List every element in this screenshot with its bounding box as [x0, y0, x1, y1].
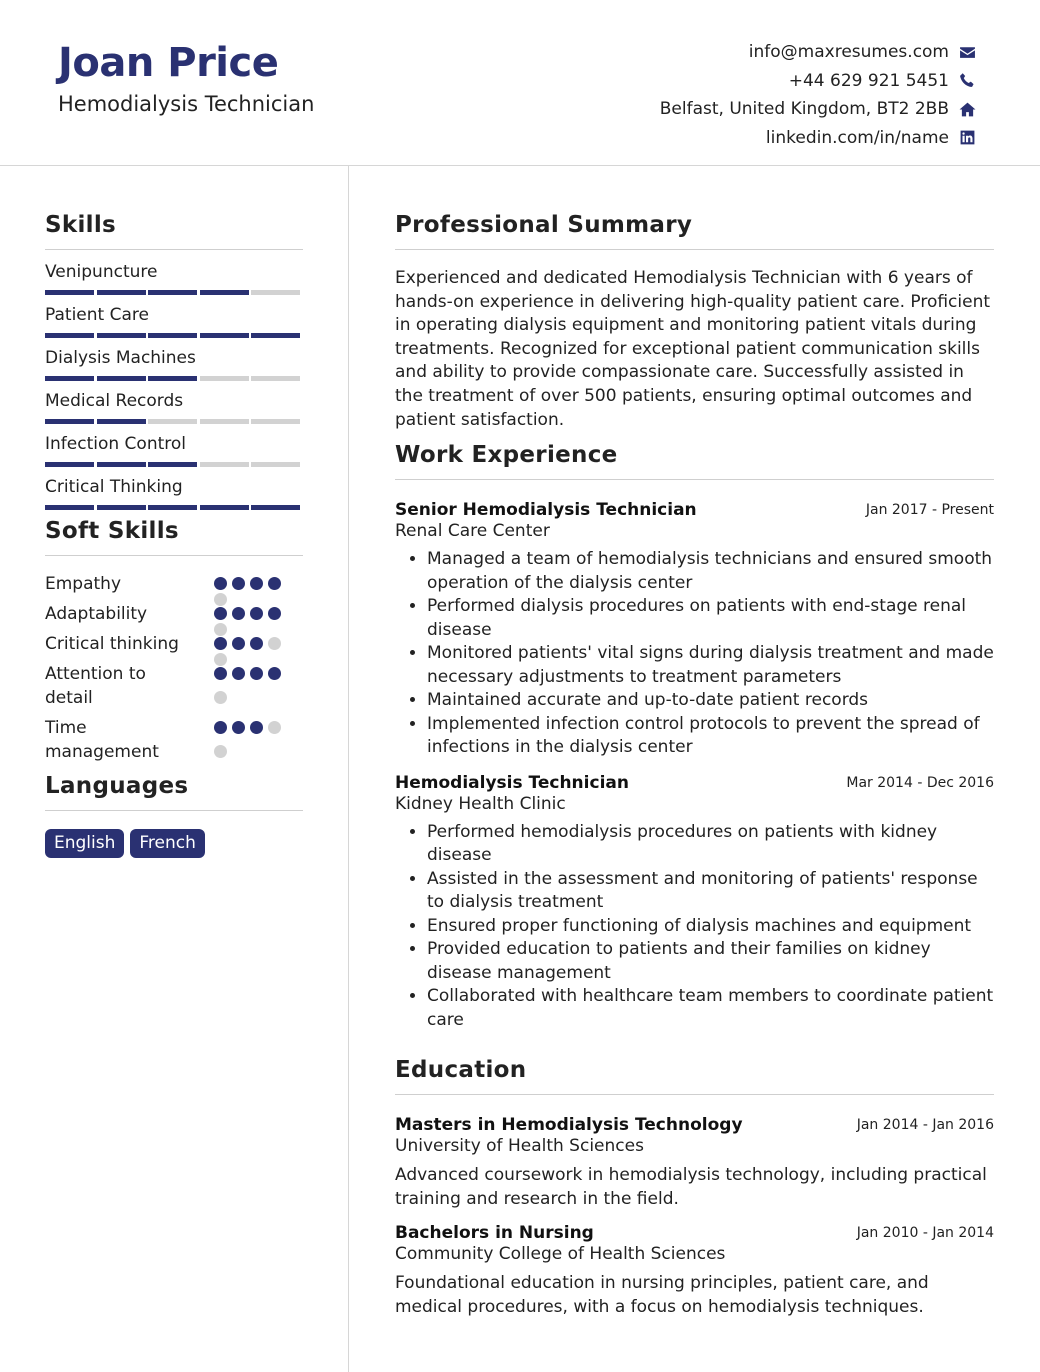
education-heading: Education	[395, 1057, 527, 1084]
soft-skill-rating	[214, 577, 286, 590]
skill-level-segment	[200, 376, 249, 381]
skill-level-segment	[251, 376, 300, 381]
rating-dot	[268, 577, 281, 590]
education-date: Jan 2014 - Jan 2016	[856, 1117, 994, 1134]
candidate-name: Joan Price	[58, 40, 279, 86]
education-divider	[395, 1094, 994, 1095]
skill-level-segment	[251, 290, 300, 295]
rating-dot	[250, 721, 263, 734]
education-date: Jan 2010 - Jan 2014	[856, 1225, 994, 1242]
soft-skills-section	[45, 518, 303, 767]
soft-skill-rating	[214, 721, 286, 734]
list-item: • Implemented infection control protocols to prevent the spread of infections in the dialysis center	[427, 713, 994, 760]
skills-heading: Skills	[45, 212, 117, 238]
envelope-icon	[958, 43, 976, 61]
skill-label: Venipuncture	[45, 262, 158, 282]
experience-divider	[395, 479, 994, 480]
list-item: • Managed a team of hemodialysis technicians and ensured smooth operation of the dialysis center	[427, 548, 994, 595]
skill-level-segment	[97, 505, 146, 510]
skill-label: Critical Thinking	[45, 477, 183, 497]
rating-dot	[250, 607, 263, 620]
rating-dot	[214, 745, 227, 758]
home-icon	[958, 100, 976, 118]
rating-dot	[250, 637, 263, 650]
school-name: University of Health Sciences	[395, 1136, 644, 1157]
contact-block	[660, 38, 976, 152]
main-content	[395, 166, 994, 1320]
skill-level-segment	[251, 462, 300, 467]
list-item: • Provided education to patients and their families on kidney disease management	[427, 938, 994, 985]
skill-label: Dialysis Machines	[45, 348, 196, 368]
soft-skill-label: Empathy	[45, 574, 122, 594]
column-divider	[348, 166, 349, 1372]
rating-dot	[214, 637, 227, 650]
skill-label: Infection Control	[45, 434, 186, 454]
education-section	[395, 1057, 994, 1319]
list-item: • Assisted in the assessment and monitoring of patients' response to dialysis treatment	[427, 868, 994, 915]
contact-linkedin-text[interactable]: linkedin.com/in/name	[765, 127, 949, 148]
skill-level-segment	[200, 333, 249, 338]
skill-level-bar	[45, 333, 303, 338]
candidate-title: Hemodialysis Technician	[58, 92, 315, 116]
summary-section	[395, 166, 994, 432]
skill-item	[45, 472, 303, 515]
skill-level-segment	[97, 290, 146, 295]
soft-skill-label: Attention to detail	[45, 664, 146, 708]
experience-heading: Work Experience	[395, 442, 618, 469]
soft-skill-item	[45, 659, 303, 713]
education-description: Advanced coursework in hemodialysis technology, including practical training and research in the field.	[395, 1165, 987, 1209]
rating-dot	[214, 577, 227, 590]
list-item: • Collaborated with healthcare team members to coordinate patient care	[427, 985, 994, 1032]
rating-dot	[268, 637, 281, 650]
skill-item	[45, 300, 303, 343]
list-item: • Ensured proper functioning of dialysis machines and equipment	[427, 915, 994, 939]
education-entry	[395, 1115, 994, 1211]
skill-level-segment	[97, 376, 146, 381]
job-title: Senior Hemodialysis Technician	[395, 500, 697, 521]
skill-level-segment	[251, 419, 300, 424]
skill-level-segment	[45, 462, 94, 467]
rating-dot	[214, 667, 227, 680]
resume-header	[0, 0, 1040, 166]
skill-item	[45, 257, 303, 300]
skill-level-segment	[97, 333, 146, 338]
skill-level-bar	[45, 290, 303, 295]
sidebar	[45, 166, 303, 858]
languages-heading: Languages	[45, 773, 189, 799]
soft-skills-divider	[45, 555, 303, 556]
skill-level-segment	[200, 505, 249, 510]
soft-skill-rating	[214, 607, 286, 620]
skill-level-bar	[45, 419, 303, 424]
rating-dot	[250, 577, 263, 590]
languages-divider	[45, 810, 303, 811]
rating-dot	[232, 721, 245, 734]
job-bullets	[395, 821, 994, 1033]
contact-email[interactable]	[660, 38, 976, 67]
list-item: • Monitored patients' vital signs during dialysis treatment and made necessary adjustments to treatment parameters	[427, 642, 994, 689]
job-title: Hemodialysis Technician	[395, 772, 629, 793]
experience-section	[395, 442, 994, 1032]
skill-level-bar	[45, 505, 303, 510]
rating-dot	[214, 607, 227, 620]
skill-level-segment	[200, 290, 249, 295]
summary-text: Experienced and dedicated Hemodialysis Technician with 6 years of hands-on experience in delivering high-quality patient care. Proficient in operating dialysis equipment and monitoring patient vitals during treatments. Recognized for exceptional patient communication skills and ability to provide compassionate care. Successfully assisted in the treatment of over 500 patients, ensuring optimal outcomes and patient satisfaction.	[395, 268, 991, 430]
skill-level-segment	[148, 333, 197, 338]
rating-dot	[232, 667, 245, 680]
rating-dot	[232, 577, 245, 590]
language-badges	[45, 829, 303, 858]
phone-icon	[958, 72, 976, 90]
skill-level-segment	[45, 333, 94, 338]
skills-divider	[45, 249, 303, 250]
school-name: Community College of Health Sciences	[395, 1244, 726, 1265]
skill-level-segment	[148, 376, 197, 381]
job-date: Jan 2017 - Present	[865, 502, 994, 519]
soft-skill-label: Adaptability	[45, 604, 148, 624]
skill-level-segment	[45, 376, 94, 381]
contact-email-text[interactable]: info@maxresumes.com	[748, 42, 949, 63]
soft-skill-label: Time management	[45, 718, 159, 762]
summary-divider	[395, 249, 994, 250]
language-badge: English	[45, 829, 124, 858]
rating-dot	[268, 607, 281, 620]
language-badge: French	[130, 829, 205, 858]
skill-item	[45, 429, 303, 472]
job-bullets	[395, 548, 994, 760]
skill-level-bar	[45, 376, 303, 381]
job-entry	[395, 500, 994, 760]
list-item: • Performed dialysis procedures on patients with end-stage renal disease	[427, 595, 994, 642]
skill-level-segment	[97, 419, 146, 424]
skill-level-segment	[148, 505, 197, 510]
skill-level-segment	[148, 419, 197, 424]
skill-level-bar	[45, 462, 303, 467]
degree-title: Bachelors in Nursing	[395, 1223, 594, 1244]
contact-phone-text[interactable]: +44 629 921 5451	[788, 70, 949, 91]
skill-level-segment	[251, 505, 300, 510]
rating-dot	[214, 721, 227, 734]
degree-title: Masters in Hemodialysis Technology	[395, 1115, 743, 1136]
rating-dot	[250, 667, 263, 680]
skill-label: Medical Records	[45, 391, 184, 411]
contact-address	[660, 95, 976, 124]
job-company: Kidney Health Clinic	[395, 793, 566, 814]
skill-level-segment	[45, 290, 94, 295]
list-item: • Maintained accurate and up-to-date patient records	[427, 689, 994, 713]
skill-level-segment	[45, 419, 94, 424]
soft-skill-rating	[214, 637, 286, 650]
skill-level-segment	[200, 419, 249, 424]
rating-dot	[268, 667, 281, 680]
list-item: • Performed hemodialysis procedures on patients with kidney disease	[427, 821, 994, 868]
rating-dot	[268, 721, 281, 734]
skill-label: Patient Care	[45, 305, 149, 325]
soft-skill-rating	[214, 667, 286, 680]
skill-level-segment	[97, 462, 146, 467]
contact-phone[interactable]	[660, 67, 976, 96]
skill-level-segment	[148, 290, 197, 295]
soft-skills-heading: Soft Skills	[45, 518, 179, 544]
contact-address-text: Belfast, United Kingdom, BT2 2BB	[659, 99, 949, 120]
skills-list	[45, 257, 303, 515]
rating-dot	[232, 637, 245, 650]
rating-dot	[214, 691, 227, 704]
skill-level-segment	[251, 333, 300, 338]
job-entry	[395, 773, 994, 1033]
soft-skill-item	[45, 629, 303, 659]
summary-heading: Professional Summary	[395, 212, 693, 238]
skill-level-segment	[148, 462, 197, 467]
skill-item	[45, 386, 303, 429]
languages-section	[45, 773, 303, 858]
soft-skill-item	[45, 569, 303, 599]
job-company: Renal Care Center	[395, 521, 550, 542]
soft-skills-list	[45, 569, 303, 767]
education-entry	[395, 1223, 994, 1319]
skill-level-segment	[200, 462, 249, 467]
rating-dot	[232, 607, 245, 620]
soft-skill-item	[45, 599, 303, 629]
linkedin-icon	[958, 129, 976, 147]
skills-section	[45, 166, 303, 515]
education-description: Foundational education in nursing principles, patient care, and medical procedures, with a focus on hemodialysis techniques.	[395, 1273, 929, 1317]
skill-item	[45, 343, 303, 386]
skill-level-segment	[45, 505, 94, 510]
soft-skill-label: Critical thinking	[45, 634, 179, 654]
job-date: Mar 2014 - Dec 2016	[846, 774, 994, 791]
contact-linkedin[interactable]	[660, 124, 976, 153]
soft-skill-item	[45, 713, 303, 767]
